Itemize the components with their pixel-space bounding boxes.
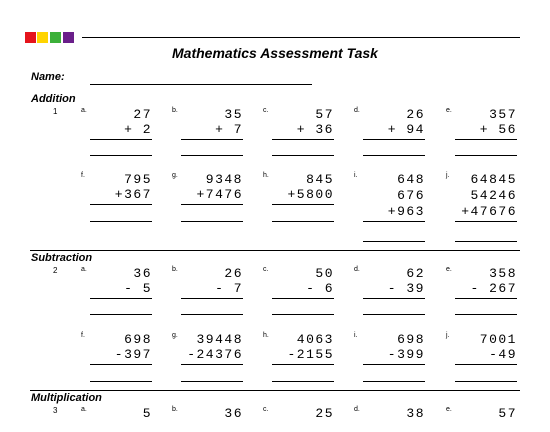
problem-label: f. bbox=[81, 332, 85, 339]
sum-rule bbox=[272, 139, 334, 140]
problem-addition-i bbox=[354, 172, 425, 272]
problem-label: a. bbox=[81, 266, 87, 273]
problem-label: h. bbox=[263, 332, 269, 339]
difference-rule bbox=[272, 364, 334, 365]
operand-line: +963 bbox=[387, 204, 425, 219]
problem-label: a. bbox=[81, 107, 87, 114]
operand-line: +7476 bbox=[196, 187, 243, 202]
operand-bottom: + 7 bbox=[215, 122, 243, 137]
operand-top: 39448 bbox=[196, 332, 243, 347]
operand-line: +367 bbox=[114, 187, 152, 202]
operand-bottom: - 5 bbox=[124, 281, 152, 296]
section-divider bbox=[30, 390, 520, 391]
problem-multiplication-d bbox=[354, 406, 425, 421]
operand-top: 698 bbox=[397, 332, 425, 347]
operand-bottom: -397 bbox=[114, 347, 152, 362]
operand-top: 26 bbox=[224, 266, 243, 281]
answer-line[interactable] bbox=[181, 221, 243, 222]
problem-label: e. bbox=[446, 266, 452, 273]
section-heading-multiplication: Multiplication bbox=[31, 392, 102, 404]
difference-rule bbox=[181, 364, 243, 365]
operand-bottom: - 7 bbox=[215, 281, 243, 296]
operand-top: 7001 bbox=[479, 332, 517, 347]
operand-bottom: - 39 bbox=[387, 281, 425, 296]
problem-addition-h bbox=[263, 172, 334, 272]
answer-line[interactable] bbox=[363, 381, 425, 382]
problem-multiplication-a bbox=[81, 406, 152, 421]
problem-label: d. bbox=[354, 107, 360, 114]
header-rule bbox=[82, 37, 520, 38]
operand-top: 26 bbox=[406, 107, 425, 122]
problem-label: c. bbox=[263, 406, 269, 413]
section-number-multiplication: 3 bbox=[53, 406, 58, 415]
operand-line: 648 bbox=[397, 172, 425, 187]
color-square-purple bbox=[63, 32, 74, 43]
operand-top: 358 bbox=[489, 266, 517, 281]
difference-rule bbox=[90, 364, 152, 365]
section-heading-subtraction: Subtraction bbox=[31, 252, 93, 264]
operand-bottom: - 267 bbox=[470, 281, 517, 296]
operand-top: 36 bbox=[133, 266, 152, 281]
problem-label: i. bbox=[354, 172, 358, 179]
problem-label: j. bbox=[446, 332, 450, 339]
operand-top: 62 bbox=[406, 266, 425, 281]
problem-multiplication-e bbox=[446, 406, 517, 421]
answer-line[interactable] bbox=[272, 155, 334, 156]
problem-label: a. bbox=[81, 406, 87, 413]
sum-rule bbox=[181, 139, 243, 140]
problem-label: h. bbox=[263, 172, 269, 179]
operand-bottom: - 6 bbox=[306, 281, 334, 296]
difference-rule bbox=[181, 298, 243, 299]
operand-top: 357 bbox=[489, 107, 517, 122]
operand-bottom: + 36 bbox=[296, 122, 334, 137]
problem-label: e. bbox=[446, 107, 452, 114]
problem-label: g. bbox=[172, 332, 178, 339]
operand-top: 35 bbox=[224, 107, 243, 122]
problem-label: b. bbox=[172, 107, 178, 114]
problem-label: d. bbox=[354, 406, 360, 413]
difference-rule bbox=[455, 298, 517, 299]
problem-label: b. bbox=[172, 406, 178, 413]
name-label: Name: bbox=[31, 71, 65, 83]
answer-line[interactable] bbox=[181, 155, 243, 156]
sum-rule bbox=[455, 139, 517, 140]
color-square-red bbox=[25, 32, 36, 43]
difference-rule bbox=[455, 364, 517, 365]
answer-line[interactable] bbox=[363, 155, 425, 156]
answer-line[interactable] bbox=[363, 314, 425, 315]
problem-label: i. bbox=[354, 332, 358, 339]
answer-line[interactable] bbox=[455, 314, 517, 315]
sum-rule bbox=[90, 204, 152, 205]
problem-multiplication-c bbox=[263, 406, 334, 421]
answer-line[interactable] bbox=[90, 381, 152, 382]
operand-top: 57 bbox=[498, 406, 517, 421]
section-number-subtraction: 2 bbox=[53, 266, 58, 275]
sum-rule bbox=[272, 204, 334, 205]
color-square-green bbox=[50, 32, 61, 43]
operand-top: 27 bbox=[133, 107, 152, 122]
problem-label: f. bbox=[81, 172, 85, 179]
operand-bottom: -399 bbox=[387, 347, 425, 362]
answer-line[interactable] bbox=[272, 314, 334, 315]
operand-bottom: + 2 bbox=[124, 122, 152, 137]
answer-line[interactable] bbox=[272, 221, 334, 222]
operand-line: 845 bbox=[306, 172, 334, 187]
operand-top: 57 bbox=[315, 107, 334, 122]
sum-rule bbox=[90, 139, 152, 140]
problem-addition-g bbox=[172, 172, 243, 272]
operand-top: 5 bbox=[142, 406, 152, 421]
operand-line: 9348 bbox=[205, 172, 243, 187]
color-square-yellow bbox=[37, 32, 48, 43]
problem-label: b. bbox=[172, 266, 178, 273]
answer-line[interactable] bbox=[363, 241, 425, 242]
problem-label: g. bbox=[172, 172, 178, 179]
problem-addition-f bbox=[81, 172, 152, 272]
answer-line[interactable] bbox=[272, 381, 334, 382]
answer-line[interactable] bbox=[455, 241, 517, 242]
difference-rule bbox=[90, 298, 152, 299]
operand-bottom: + 94 bbox=[387, 122, 425, 137]
problem-label: e. bbox=[446, 406, 452, 413]
section-number-addition: 1 bbox=[53, 107, 58, 116]
answer-line[interactable] bbox=[181, 314, 243, 315]
operand-line: +47676 bbox=[461, 204, 517, 219]
problem-addition-j bbox=[446, 172, 517, 272]
operand-bottom: -2155 bbox=[287, 347, 334, 362]
operand-line: 64845 bbox=[470, 172, 517, 187]
difference-rule bbox=[363, 298, 425, 299]
section-divider bbox=[30, 250, 520, 251]
operand-top: 4063 bbox=[296, 332, 334, 347]
operand-top: 50 bbox=[315, 266, 334, 281]
operand-line: 54246 bbox=[470, 188, 517, 203]
answer-line[interactable] bbox=[455, 155, 517, 156]
sum-rule bbox=[455, 221, 517, 222]
problem-label: d. bbox=[354, 266, 360, 273]
operand-line: 676 bbox=[397, 188, 425, 203]
sum-rule bbox=[181, 204, 243, 205]
operand-line: 795 bbox=[124, 172, 152, 187]
answer-line[interactable] bbox=[90, 221, 152, 222]
section-heading-addition: Addition bbox=[31, 93, 76, 105]
operand-top: 698 bbox=[124, 332, 152, 347]
answer-line[interactable] bbox=[90, 155, 152, 156]
difference-rule bbox=[363, 364, 425, 365]
operand-bottom: -49 bbox=[489, 347, 517, 362]
answer-line[interactable] bbox=[455, 381, 517, 382]
difference-rule bbox=[272, 298, 334, 299]
operand-line: +5800 bbox=[287, 187, 334, 202]
operand-bottom: + 56 bbox=[479, 122, 517, 137]
operand-top: 38 bbox=[406, 406, 425, 421]
name-field-line[interactable] bbox=[90, 84, 312, 85]
operand-top: 36 bbox=[224, 406, 243, 421]
problem-label: c. bbox=[263, 266, 269, 273]
answer-line[interactable] bbox=[181, 381, 243, 382]
page-title: Mathematics Assessment Task bbox=[172, 45, 378, 61]
problem-label: j. bbox=[446, 172, 450, 179]
answer-line[interactable] bbox=[90, 314, 152, 315]
problem-label: c. bbox=[263, 107, 269, 114]
sum-rule bbox=[363, 139, 425, 140]
problem-multiplication-b bbox=[172, 406, 243, 421]
operand-bottom: -24376 bbox=[187, 347, 243, 362]
sum-rule bbox=[363, 221, 425, 222]
operand-top: 25 bbox=[315, 406, 334, 421]
